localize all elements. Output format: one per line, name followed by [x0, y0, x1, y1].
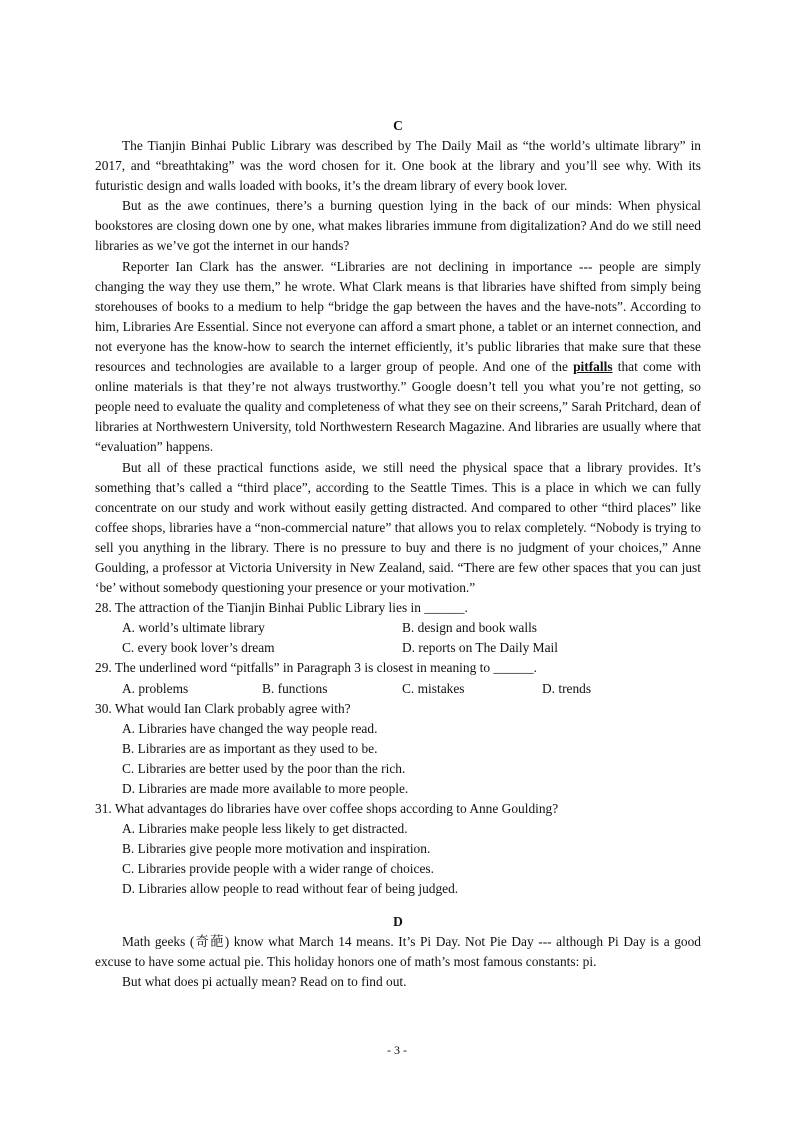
page-content — [95, 116, 701, 992]
question-28-stem: 28. The attraction of the Tianjin Binhai Public Library lies in ______. — [95, 600, 468, 616]
question-28-options-row1 — [95, 618, 701, 638]
question-30-option-c[interactable]: C. Libraries are better used by the poor than the rich. — [122, 760, 406, 776]
paragraph-c2: But as the awe continues, there’s a burning question lying in the back of our minds: When physical bookstores are closing down one by one, what makes libraries immune from digitalization? And do we still need libraries as we’ve got the internet in our hands? — [95, 198, 701, 254]
question-29-option-d[interactable]: D. trends — [542, 680, 592, 696]
question-31-option-b[interactable]: B. Libraries give people more motivation and inspiration. — [122, 841, 431, 857]
underlined-word-pitfalls: pitfalls — [573, 359, 613, 375]
question-28-option-b[interactable]: B. design and book walls — [402, 620, 538, 636]
question-29-options — [95, 679, 701, 699]
question-30-option-b[interactable]: B. Libraries are as important as they used to be. — [122, 740, 378, 756]
question-31-option-a[interactable]: A. Libraries make people less likely to get distracted. — [122, 821, 408, 837]
paragraph-c1: The Tianjin Binhai Public Library was described by The Daily Mail as “the world’s ultimate library” in 2017, and “breathtaking” was the word chosen for it. One book at the library and you’ll see why. With its futuristic design and walls loaded with books, it’s the dream library of every book lover. — [95, 138, 701, 194]
paragraph-d2: But what does pi actually mean? Read on to find out. — [122, 973, 407, 989]
question-28-options-row2 — [95, 638, 701, 658]
question-28 — [95, 598, 701, 658]
section-spacer — [95, 900, 701, 912]
question-29 — [95, 658, 701, 698]
page-number: - 3 - — [387, 1043, 407, 1057]
question-30-option-a[interactable]: A. Libraries have changed the way people read. — [122, 720, 378, 736]
question-30-stem: 30. What would Ian Clark probably agree with? — [95, 700, 351, 716]
question-30 — [95, 699, 701, 799]
paragraph-c4: But all of these practical functions aside, we still need the physical space that a library provides. It’s something that’s called a “third place”, according to the Seattle Times. This is a place in which we can fully concentrate on our study and work without easily getting distracted. And compared to other “third places” like coffee shops, libraries have a “non-commercial nature” that allows you to relax completely. “Nobody is trying to sell you anything in the library. There is no pressure to buy and there is no judgment of your choices,” Anne Goulding, a professor at Victoria University in New Zealand, said. “There are few other spaces that you can just ‘be’ without somebody questioning your presence or your motivation.” — [95, 459, 701, 596]
question-28-option-c[interactable]: C. every book lover’s dream — [122, 640, 275, 656]
section-c-title: C — [393, 118, 403, 133]
question-31-option-c[interactable]: C. Libraries provide people with a wider range of choices. — [122, 861, 434, 877]
paragraph-c3-part2: that come with online materials is that they’re not always trustworthy.” Google doesn’t tell you what you’re not getting, so people need to evaluate the quality and completeness of what they see on their screens,” Sarah Pritchard, dean of libraries at Northwestern University, told Northwestern Research Magazine. And libraries are usually where that “evaluation” happens. — [95, 359, 701, 455]
question-29-option-c[interactable]: C. mistakes — [402, 680, 465, 696]
question-31-option-d[interactable]: D. Libraries allow people to read without fear of being judged. — [122, 881, 459, 897]
question-28-option-d[interactable]: D. reports on The Daily Mail — [402, 640, 558, 656]
paragraph-c3-part1: Reporter Ian Clark has the answer. “Libraries are not declining in importance --- people are simply changing the way they use them,” he wrote. What Clark means is that libraries have shifted from simply being storehouses of books to a medium to help “bridge the gap between the haves and the have-nots”. According to him, Libraries Are Essential. Since not everyone can afford a smart phone, a tablet or an internet connection, and not everyone has the know-how to search the internet efficiently, it’s public libraries that make sure that these resources and technologies are available to a larger group of people. And one of the — [95, 258, 701, 375]
paragraph-c3 — [95, 257, 701, 458]
question-29-stem: 29. The underlined word “pitfalls” in Paragraph 3 is closest in meaning to ______. — [95, 660, 537, 676]
question-31 — [95, 799, 701, 899]
section-d-title: D — [393, 913, 403, 929]
question-31-stem: 31. What advantages do libraries have over coffee shops according to Anne Goulding? — [95, 801, 559, 817]
paragraph-d1: Math geeks (奇葩) know what March 14 means. It’s Pi Day. Not Pie Day --- although Pi Day is a good excuse to have some actual pie. This holiday honors one of math’s most famous constants: pi. — [95, 933, 701, 969]
question-28-option-a[interactable]: A. world’s ultimate library — [122, 620, 265, 636]
question-30-option-d[interactable]: D. Libraries are made more available to more people. — [122, 781, 409, 796]
question-29-option-b[interactable]: B. functions — [262, 680, 328, 696]
question-29-option-a[interactable]: A. problems — [122, 680, 189, 696]
